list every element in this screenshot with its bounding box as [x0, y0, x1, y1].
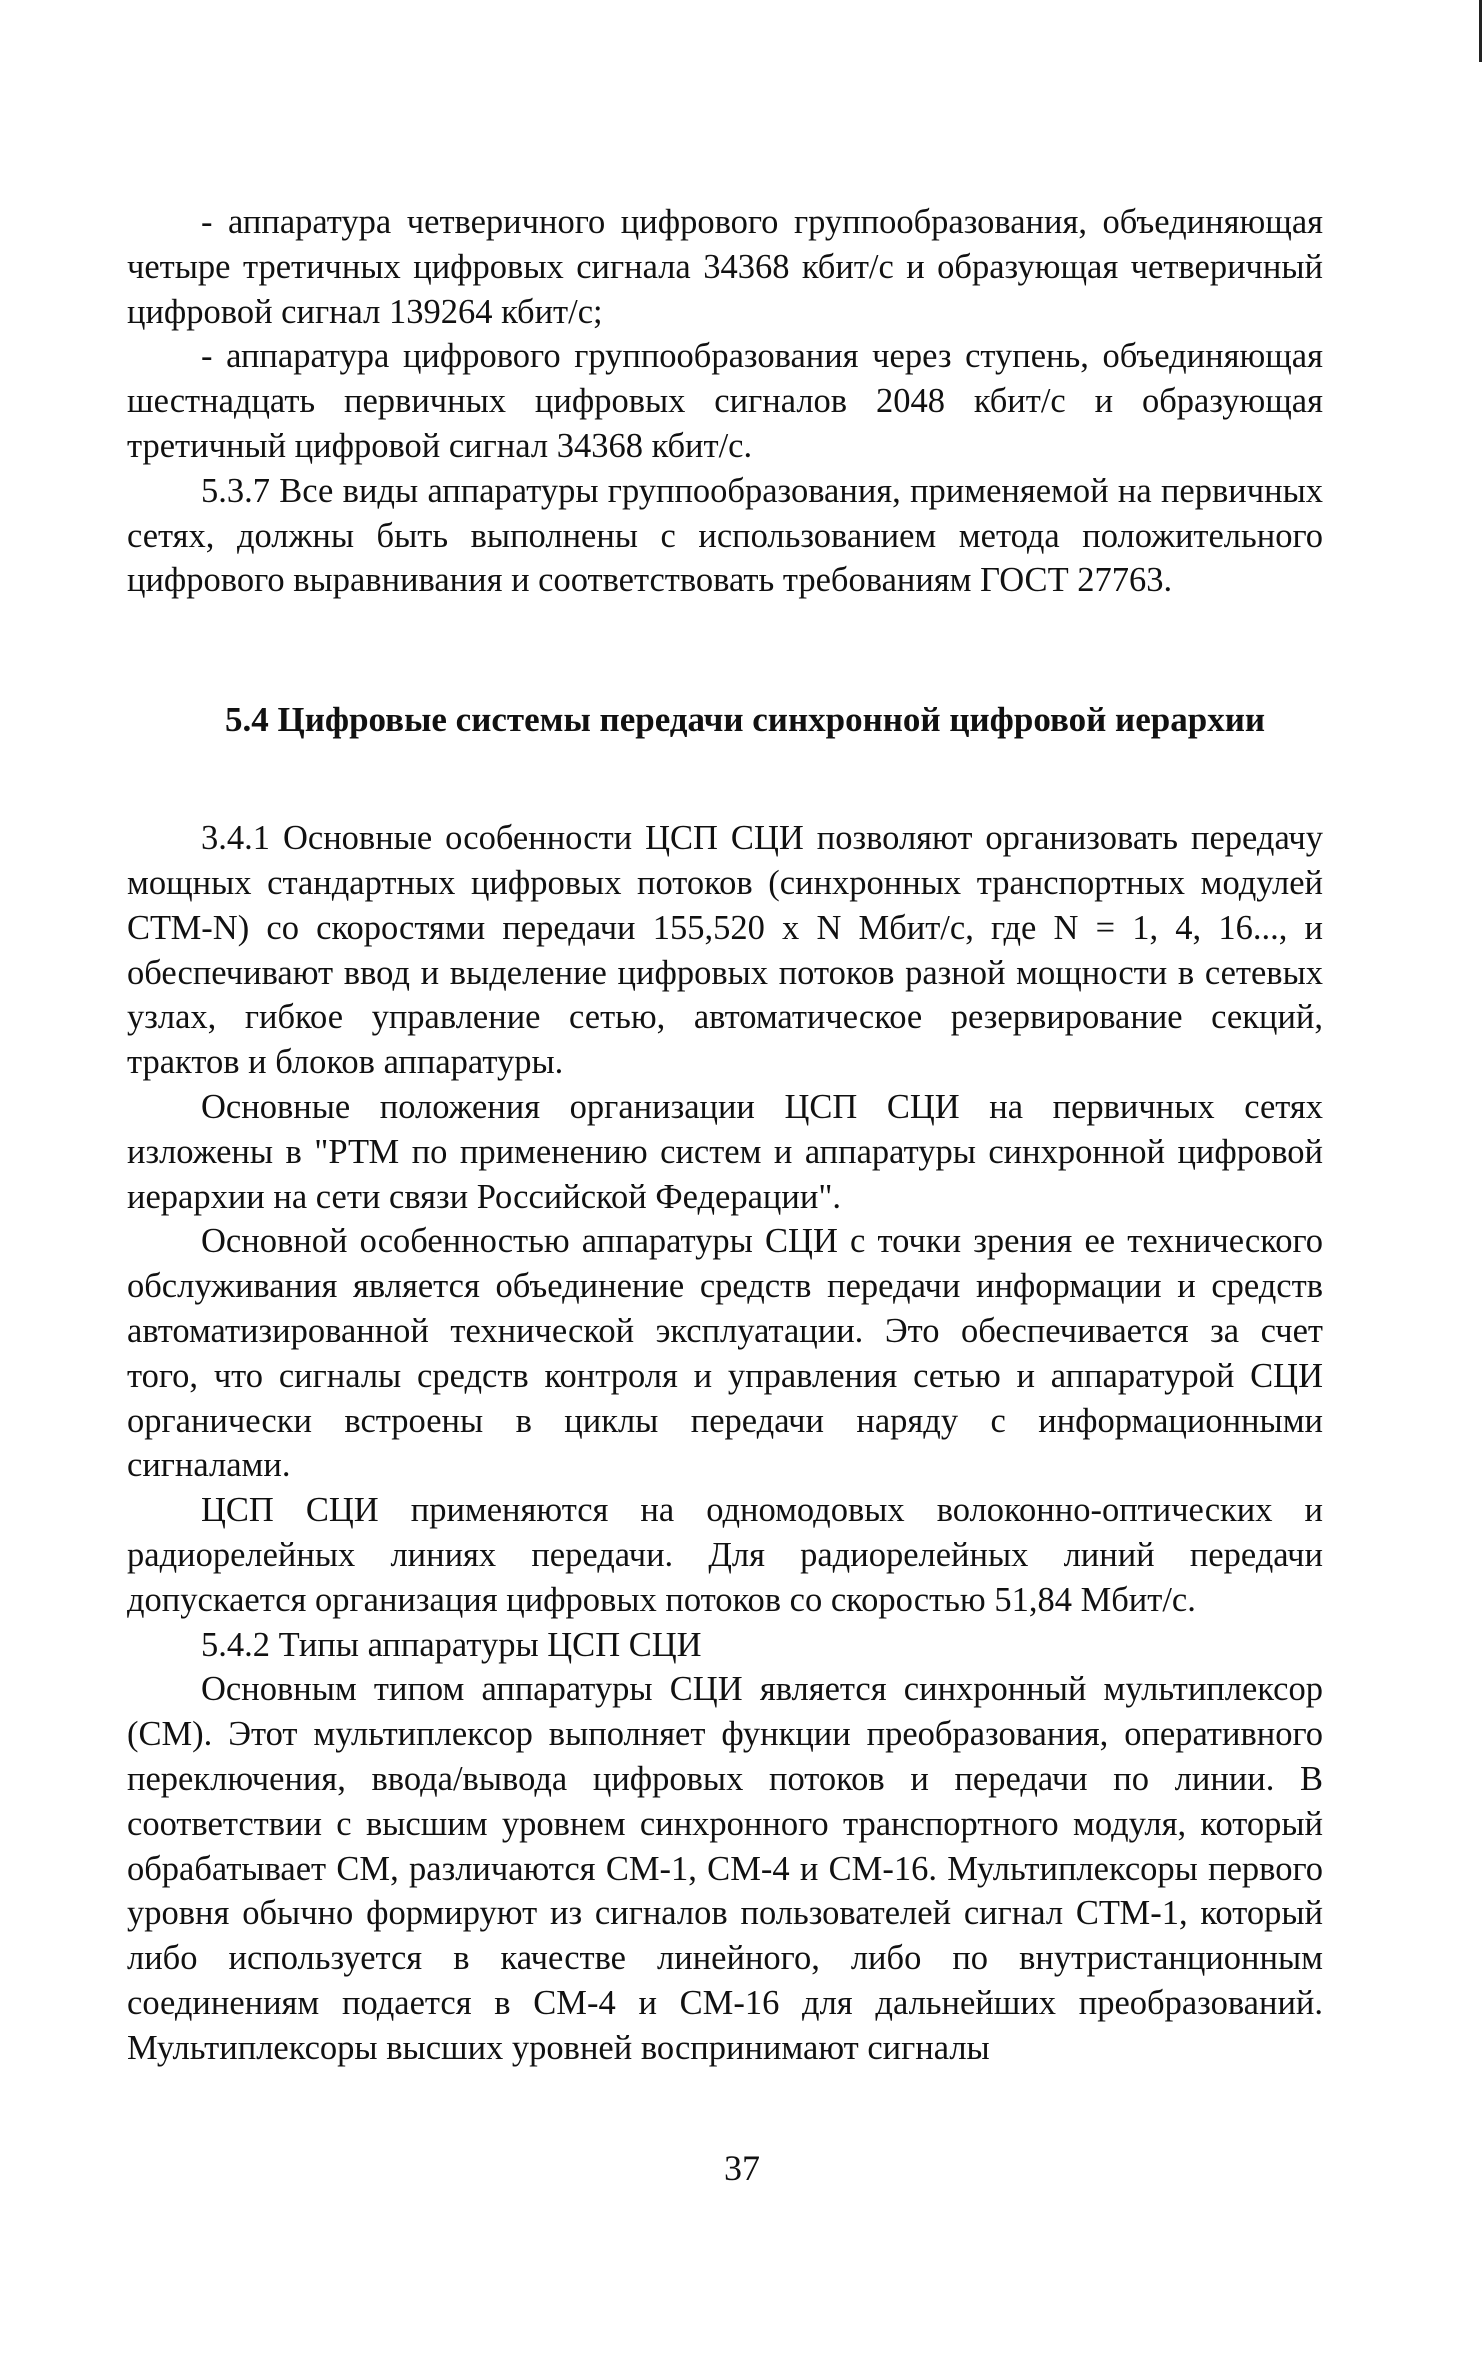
clause-5-4-2-title: 5.4.2 Типы аппаратуры ЦСП СЦИ	[201, 1625, 702, 1664]
paragraph-multiplexer-types: Основным типом аппаратуры СЦИ является синхронный мультиплексор (СМ). Этот мультиплексор выполняет функции преобразования, оперативного переключения, ввода/вывода цифровых потоков и передачи по линии. В соответствии с высшим уровнем синхронного транспортного модуля, который обрабатывает СМ, различаются СМ-1, СМ-4 и СМ-16. Мультиплексоры первого уровня обычно формируют из сигналов пользователей сигнал СТМ-1, который либо используется в качестве линейного, либо по внутристанционным соединениям подается в СМ-4 и СМ-16 для дальнейших преобразований. Мультиплексоры высших уровней воспринимают сигналы	[127, 1670, 1323, 2067]
list-item-step-equipment: - аппаратура цифрового группообразования через ступень, объединяющая шестнадцать первичных цифровых сигналов 2048 кбит/с и образующая третичный цифровой сигнал 34368 кбит/с.	[127, 337, 1323, 465]
scan-edge-mark	[1479, 0, 1482, 62]
clause-5-3-7: 5.3.7 Все виды аппаратуры группообразования, применяемой на первичных сетях, должны быть выполнены с использованием метода положительного цифрового выравнивания и соответствовать требованиям ГОСТ 27763.	[127, 471, 1323, 600]
paragraph-maintenance-feature: Основной особенностью аппаратуры СЦИ с точки зрения ее технического обслуживания является объединение средств передачи информации и средств автоматизированной технической эксплуатации. Это обеспечивается за счет того, что сигналы средств контроля и управления сетью и аппаратурой СЦИ органически встроены в циклы передачи наряду с информационными сигналами.	[127, 1222, 1323, 1485]
section-heading: 5.4 Цифровые системы передачи синхронной цифровой иерархии	[224, 700, 1266, 740]
page-number: 37	[724, 2148, 760, 2188]
document-page	[127, 200, 1323, 2070]
list-item-quaternary-equipment: - аппаратура четверичного цифрового группообразования, объединяющая четыре третичных цифровых сигнала 34368 кбит/с и образующая четверичный цифровой сигнал 139264 кбит/с;	[127, 203, 1323, 331]
clause-3-4-1: 3.4.1 Основные особенности ЦСП СЦИ позволяют организовать передачу мощных стандартных цифровых потоков (синхронных транспортных модулей СТМ-N) со скоростями передачи 155,520 x N Мбит/с, где N = 1, 4, 16..., и обеспечивают ввод и выделение цифровых потоков разной мощности в сетевых узлах, гибкое управление сетью, автоматическое резервирование секций, трактов и блоков аппаратуры.	[127, 819, 1323, 1082]
paragraph-rtm-reference: Основные положения организации ЦСП СЦИ на первичных сетях изложены в "РТМ по применению систем и аппаратуры синхронной цифровой иерархии на сети связи Российской Федерации".	[127, 1087, 1323, 1216]
paragraph-transmission-lines: ЦСП СЦИ применяются на одномодовых волоконно-оптических и радиорелейных линиях передачи. Для радиорелейных линий передачи допускается организация цифровых потоков со скоростью 51,84 Мбит/с.	[127, 1491, 1323, 1619]
